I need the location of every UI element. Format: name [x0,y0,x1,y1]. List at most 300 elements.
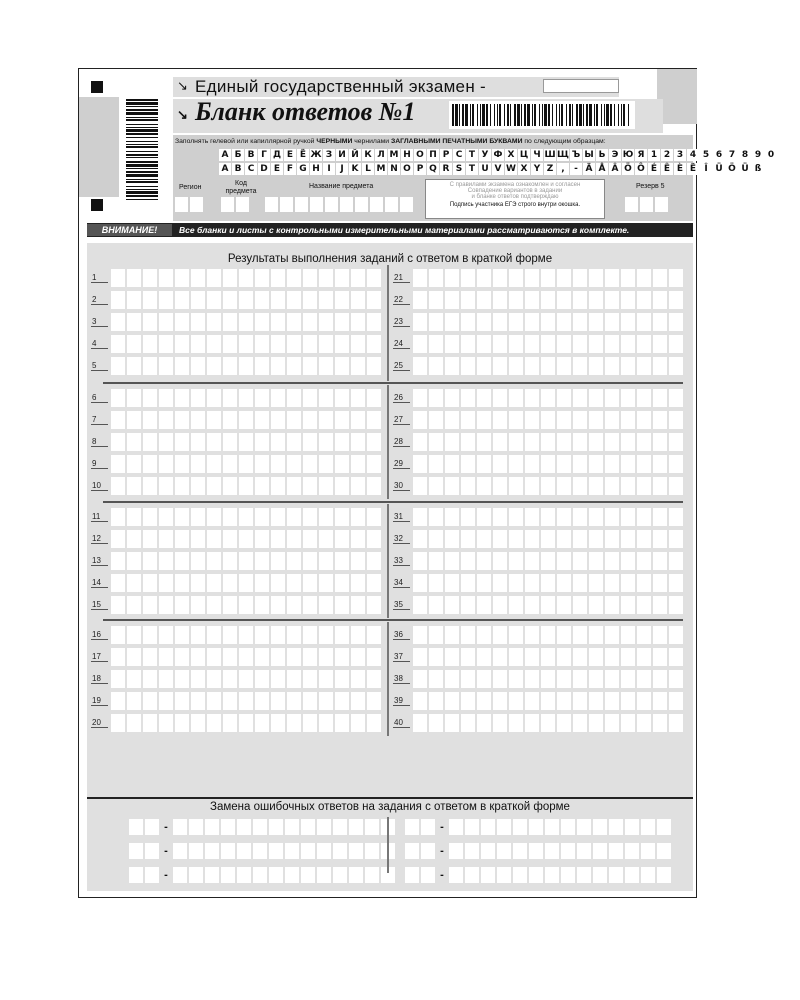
answer-cell[interactable] [207,574,221,592]
task-number-box[interactable] [129,867,143,883]
answer-cell[interactable] [573,648,587,666]
answer-cell[interactable] [669,389,683,407]
answer-cell[interactable] [335,692,349,710]
answer-cell[interactable] [573,477,587,495]
answer-cell[interactable] [637,530,651,548]
answer-cell[interactable] [239,433,253,451]
answer-cell[interactable] [191,357,205,375]
answer-cell[interactable] [557,357,571,375]
answer-cell[interactable] [223,670,237,688]
answer-cell[interactable] [223,411,237,429]
answer-cell[interactable] [637,357,651,375]
answer-cell[interactable] [573,508,587,526]
answer-cell[interactable] [191,389,205,407]
answer-cell[interactable] [335,670,349,688]
replacement-answer-cell[interactable] [577,867,591,883]
replacement-answer-cell[interactable] [625,867,639,883]
answer-cell[interactable] [605,508,619,526]
answer-cell[interactable] [111,291,125,309]
answer-cell[interactable] [255,357,269,375]
answer-cell[interactable] [143,291,157,309]
answer-cell[interactable] [255,291,269,309]
answer-cell[interactable] [127,477,141,495]
answer-cell[interactable] [573,692,587,710]
answer-cell[interactable] [287,455,301,473]
answer-cell[interactable] [287,692,301,710]
answer-cell[interactable] [493,714,507,732]
answer-cell[interactable] [351,692,365,710]
answer-cell[interactable] [429,574,443,592]
answer-cell[interactable] [541,670,555,688]
answer-cell[interactable] [175,357,189,375]
answer-cell[interactable] [111,313,125,331]
answer-cell[interactable] [477,508,491,526]
answer-cell[interactable] [159,648,173,666]
answer-cell[interactable] [319,530,333,548]
answer-cell[interactable] [621,335,635,353]
answer-cell[interactable] [127,670,141,688]
answer-cell[interactable] [477,455,491,473]
answer-cell[interactable] [319,477,333,495]
answer-cell[interactable] [429,291,443,309]
answer-cell[interactable] [605,269,619,287]
answer-cell[interactable] [589,291,603,309]
answer-cell[interactable] [621,530,635,548]
subject-name-box[interactable] [400,197,413,212]
answer-cell[interactable] [175,269,189,287]
answer-cell[interactable] [111,508,125,526]
answer-cell[interactable] [621,626,635,644]
answer-cell[interactable] [287,433,301,451]
answer-cell[interactable] [509,626,523,644]
answer-cell[interactable] [159,357,173,375]
answer-cell[interactable] [557,574,571,592]
answer-cell[interactable] [413,648,427,666]
answer-cell[interactable] [127,433,141,451]
answer-cell[interactable] [351,357,365,375]
answer-cell[interactable] [207,313,221,331]
answer-cell[interactable] [653,389,667,407]
answer-cell[interactable] [255,269,269,287]
answer-cell[interactable] [351,574,365,592]
answer-cell[interactable] [223,433,237,451]
answer-cell[interactable] [319,714,333,732]
answer-cell[interactable] [509,411,523,429]
answer-cell[interactable] [573,313,587,331]
answer-cell[interactable] [669,530,683,548]
answer-cell[interactable] [477,433,491,451]
answer-cell[interactable] [461,596,475,614]
answer-cell[interactable] [255,574,269,592]
replacement-answer-cell[interactable] [221,867,235,883]
answer-cell[interactable] [605,291,619,309]
answer-cell[interactable] [111,552,125,570]
answer-cell[interactable] [653,357,667,375]
answer-cell[interactable] [669,357,683,375]
answer-cell[interactable] [621,269,635,287]
answer-cell[interactable] [175,714,189,732]
answer-cell[interactable] [127,411,141,429]
answer-cell[interactable] [445,411,459,429]
answer-cell[interactable] [445,530,459,548]
answer-cell[interactable] [367,313,381,331]
answer-cell[interactable] [111,389,125,407]
answer-cell[interactable] [589,357,603,375]
answer-cell[interactable] [557,530,571,548]
answer-cell[interactable] [143,433,157,451]
answer-cell[interactable] [413,291,427,309]
answer-cell[interactable] [143,596,157,614]
answer-cell[interactable] [255,313,269,331]
answer-cell[interactable] [367,357,381,375]
replacement-answer-cell[interactable] [513,867,527,883]
answer-cell[interactable] [239,574,253,592]
replacement-answer-cell[interactable] [173,867,187,883]
answer-cell[interactable] [509,313,523,331]
answer-cell[interactable] [573,357,587,375]
answer-cell[interactable] [621,714,635,732]
answer-cell[interactable] [653,313,667,331]
replacement-answer-cell[interactable] [513,843,527,859]
replacement-answer-cell[interactable] [269,867,283,883]
answer-cell[interactable] [509,433,523,451]
answer-cell[interactable] [493,596,507,614]
answer-cell[interactable] [143,411,157,429]
answer-cell[interactable] [127,596,141,614]
consent-box[interactable] [425,179,605,219]
answer-cell[interactable] [573,455,587,473]
answer-cell[interactable] [573,670,587,688]
answer-cell[interactable] [461,269,475,287]
answer-cell[interactable] [223,714,237,732]
answer-cell[interactable] [367,692,381,710]
answer-cell[interactable] [303,455,317,473]
replacement-answer-cell[interactable] [497,819,511,835]
answer-cell[interactable] [335,411,349,429]
answer-cell[interactable] [637,269,651,287]
answer-cell[interactable] [271,530,285,548]
answer-cell[interactable] [557,313,571,331]
answer-cell[interactable] [159,313,173,331]
answer-cell[interactable] [477,648,491,666]
answer-cell[interactable] [429,530,443,548]
replacement-answer-cell[interactable] [641,843,655,859]
answer-cell[interactable] [589,389,603,407]
answer-cell[interactable] [127,648,141,666]
answer-cell[interactable] [239,477,253,495]
answer-cell[interactable] [525,389,539,407]
replacement-answer-cell[interactable] [561,843,575,859]
subject-code-box[interactable] [236,197,249,212]
answer-cell[interactable] [557,552,571,570]
answer-cell[interactable] [287,626,301,644]
answer-cell[interactable] [525,411,539,429]
answer-cell[interactable] [477,477,491,495]
answer-cell[interactable] [207,455,221,473]
answer-cell[interactable] [541,313,555,331]
answer-cell[interactable] [557,411,571,429]
answer-cell[interactable] [287,477,301,495]
answer-cell[interactable] [493,411,507,429]
answer-cell[interactable] [589,455,603,473]
answer-cell[interactable] [445,692,459,710]
replacement-answer-cell[interactable] [561,819,575,835]
answer-cell[interactable] [351,714,365,732]
answer-cell[interactable] [637,670,651,688]
answer-cell[interactable] [477,530,491,548]
answer-cell[interactable] [127,389,141,407]
answer-cell[interactable] [573,269,587,287]
answer-cell[interactable] [335,269,349,287]
answer-cell[interactable] [525,291,539,309]
answer-cell[interactable] [143,455,157,473]
answer-cell[interactable] [287,389,301,407]
replacement-answer-cell[interactable] [481,819,495,835]
answer-cell[interactable] [367,714,381,732]
answer-cell[interactable] [493,692,507,710]
answer-cell[interactable] [461,335,475,353]
answer-cell[interactable] [223,530,237,548]
answer-cell[interactable] [445,291,459,309]
answer-cell[interactable] [653,626,667,644]
replacement-answer-cell[interactable] [481,867,495,883]
answer-cell[interactable] [413,335,427,353]
answer-cell[interactable] [223,291,237,309]
answer-cell[interactable] [669,313,683,331]
answer-cell[interactable] [127,574,141,592]
answer-cell[interactable] [239,291,253,309]
replacement-answer-cell[interactable] [173,819,187,835]
answer-cell[interactable] [493,508,507,526]
answer-cell[interactable] [223,692,237,710]
answer-cell[interactable] [335,389,349,407]
answer-cell[interactable] [413,692,427,710]
answer-cell[interactable] [653,433,667,451]
replacement-answer-cell[interactable] [189,843,203,859]
answer-cell[interactable] [143,477,157,495]
answer-cell[interactable] [477,389,491,407]
answer-cell[interactable] [191,269,205,287]
answer-cell[interactable] [541,477,555,495]
answer-cell[interactable] [207,477,221,495]
answer-cell[interactable] [541,455,555,473]
replacement-answer-cell[interactable] [269,843,283,859]
answer-cell[interactable] [429,389,443,407]
answer-cell[interactable] [605,574,619,592]
replacement-answer-cell[interactable] [593,843,607,859]
answer-cell[interactable] [271,596,285,614]
answer-cell[interactable] [541,389,555,407]
answer-cell[interactable] [351,596,365,614]
answer-cell[interactable] [239,335,253,353]
replacement-answer-cell[interactable] [221,843,235,859]
answer-cell[interactable] [541,433,555,451]
answer-cell[interactable] [589,574,603,592]
answer-cell[interactable] [143,552,157,570]
answer-cell[interactable] [351,477,365,495]
answer-cell[interactable] [127,335,141,353]
answer-cell[interactable] [493,648,507,666]
answer-cell[interactable] [605,389,619,407]
answer-cell[interactable] [541,357,555,375]
answer-cell[interactable] [303,552,317,570]
answer-cell[interactable] [653,574,667,592]
answer-cell[interactable] [541,714,555,732]
answer-cell[interactable] [669,433,683,451]
answer-cell[interactable] [111,455,125,473]
answer-cell[interactable] [111,714,125,732]
answer-cell[interactable] [653,596,667,614]
answer-cell[interactable] [335,455,349,473]
answer-cell[interactable] [335,508,349,526]
answer-cell[interactable] [335,552,349,570]
answer-cell[interactable] [175,411,189,429]
answer-cell[interactable] [287,574,301,592]
answer-cell[interactable] [445,574,459,592]
answer-cell[interactable] [445,357,459,375]
answer-cell[interactable] [637,411,651,429]
answer-cell[interactable] [367,508,381,526]
answer-cell[interactable] [271,291,285,309]
answer-cell[interactable] [335,477,349,495]
replacement-answer-cell[interactable] [657,819,671,835]
answer-cell[interactable] [223,596,237,614]
answer-cell[interactable] [303,357,317,375]
answer-cell[interactable] [493,574,507,592]
answer-cell[interactable] [509,574,523,592]
answer-cell[interactable] [461,692,475,710]
replacement-answer-cell[interactable] [349,867,363,883]
answer-cell[interactable] [509,269,523,287]
subject-name-box[interactable] [310,197,323,212]
replacement-answer-cell[interactable] [577,843,591,859]
answer-cell[interactable] [621,552,635,570]
answer-cell[interactable] [557,455,571,473]
answer-cell[interactable] [319,596,333,614]
answer-cell[interactable] [191,335,205,353]
answer-cell[interactable] [287,357,301,375]
answer-cell[interactable] [605,411,619,429]
answer-cell[interactable] [557,626,571,644]
answer-cell[interactable] [525,626,539,644]
answer-cell[interactable] [143,670,157,688]
answer-cell[interactable] [127,692,141,710]
replacement-answer-cell[interactable] [173,843,187,859]
replacement-answer-cell[interactable] [529,819,543,835]
answer-cell[interactable] [621,648,635,666]
answer-cell[interactable] [319,411,333,429]
answer-cell[interactable] [207,714,221,732]
answer-cell[interactable] [589,714,603,732]
answer-cell[interactable] [223,477,237,495]
answer-cell[interactable] [335,626,349,644]
answer-cell[interactable] [589,508,603,526]
answer-cell[interactable] [351,291,365,309]
answer-cell[interactable] [605,433,619,451]
answer-cell[interactable] [271,269,285,287]
answer-cell[interactable] [573,389,587,407]
replacement-answer-cell[interactable] [301,843,315,859]
answer-cell[interactable] [429,714,443,732]
answer-cell[interactable] [319,389,333,407]
answer-cell[interactable] [573,596,587,614]
answer-cell[interactable] [303,626,317,644]
reserve-box[interactable] [625,197,638,212]
answer-cell[interactable] [223,648,237,666]
answer-cell[interactable] [255,596,269,614]
answer-cell[interactable] [287,313,301,331]
answer-cell[interactable] [621,670,635,688]
answer-cell[interactable] [319,692,333,710]
answer-cell[interactable] [191,530,205,548]
replacement-answer-cell[interactable] [301,819,315,835]
reserve-box[interactable] [640,197,653,212]
answer-cell[interactable] [509,335,523,353]
answer-cell[interactable] [637,508,651,526]
answer-cell[interactable] [525,692,539,710]
answer-cell[interactable] [413,508,427,526]
answer-cell[interactable] [445,626,459,644]
replacement-answer-cell[interactable] [529,843,543,859]
answer-cell[interactable] [525,477,539,495]
answer-cell[interactable] [477,313,491,331]
answer-cell[interactable] [223,574,237,592]
answer-cell[interactable] [255,433,269,451]
answer-cell[interactable] [477,411,491,429]
answer-cell[interactable] [175,508,189,526]
exam-subject-field[interactable] [543,79,619,93]
answer-cell[interactable] [287,269,301,287]
answer-cell[interactable] [621,574,635,592]
answer-cell[interactable] [429,269,443,287]
answer-cell[interactable] [477,357,491,375]
answer-cell[interactable] [509,648,523,666]
answer-cell[interactable] [477,596,491,614]
answer-cell[interactable] [621,596,635,614]
answer-cell[interactable] [621,291,635,309]
answer-cell[interactable] [271,648,285,666]
answer-cell[interactable] [461,455,475,473]
answer-cell[interactable] [605,477,619,495]
answer-cell[interactable] [287,596,301,614]
replacement-answer-cell[interactable] [205,843,219,859]
answer-cell[interactable] [589,692,603,710]
answer-cell[interactable] [573,714,587,732]
replacement-answer-cell[interactable] [221,819,235,835]
answer-cell[interactable] [589,648,603,666]
answer-cell[interactable] [429,411,443,429]
answer-cell[interactable] [573,433,587,451]
answer-cell[interactable] [111,670,125,688]
answer-cell[interactable] [351,269,365,287]
answer-cell[interactable] [223,269,237,287]
answer-cell[interactable] [413,574,427,592]
answer-cell[interactable] [335,291,349,309]
answer-cell[interactable] [351,411,365,429]
answer-cell[interactable] [461,714,475,732]
answer-cell[interactable] [255,714,269,732]
answer-cell[interactable] [239,411,253,429]
replacement-answer-cell[interactable] [365,819,379,835]
answer-cell[interactable] [367,433,381,451]
answer-cell[interactable] [605,670,619,688]
answer-cell[interactable] [445,648,459,666]
answer-cell[interactable] [367,670,381,688]
answer-cell[interactable] [271,389,285,407]
answer-cell[interactable] [653,648,667,666]
answer-cell[interactable] [525,455,539,473]
replacement-answer-cell[interactable] [641,867,655,883]
